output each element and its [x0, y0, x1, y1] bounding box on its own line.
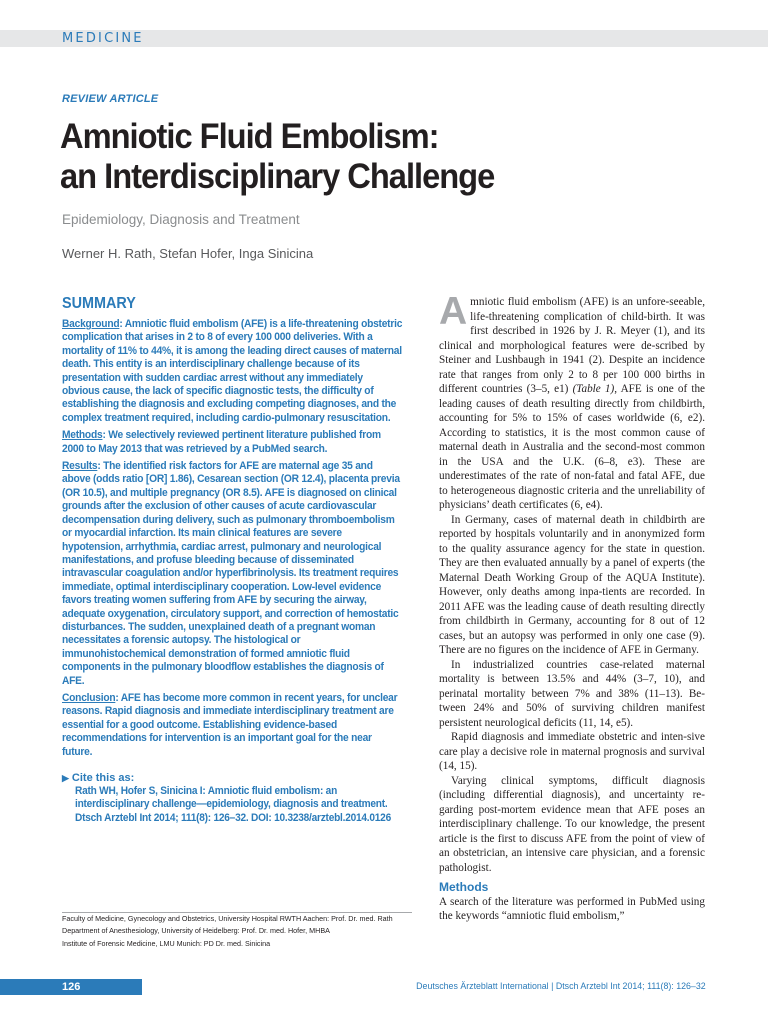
- affiliations: [62, 912, 412, 951]
- body-paragraph-6: A search of the literature was performed in PubMed using the keywords “amniotic fluid embolism,”: [439, 895, 705, 922]
- article-subtitle: Epidemiology, Diagnosis and Treatment: [62, 212, 300, 227]
- drop-cap: A: [439, 290, 468, 333]
- title-line-2: an Interdisciplinary Challenge: [60, 156, 495, 196]
- body-paragraph-3: In industrialized countries case-related maternal mortality is between 13.5% and 44% (3–7, 10), and perinatal mortality between 7% and 38% (11–13). Be-tween 24% and 50% of surviving children manifest persistent neurological deficits (11, 14, e5).: [439, 658, 705, 729]
- affiliation-2: Department of Anesthesiology, University of Heidelberg: Prof. Dr. med. Hofer, MHBA: [62, 926, 330, 936]
- background-text: : Amniotic fluid embolism (AFE) is a life-threatening obstetric complication that arises in 2 to 8 of every 100 000 deliveries. With a mortality of 11% to 44%, it is among the leading direct causes of maternal death. This entity is an interdisciplinary challenge because of its presentation with sudden cardiac arrest without any immediately obvious cause, the lack of specific diagnostic tests, the difficulty of establishing the diagnosis and excluding competing diagnoses, and the complex treatment required, including cardio-pulmonary resuscitation.: [62, 318, 403, 424]
- citation-heading: [62, 772, 412, 784]
- summary-background: [62, 318, 402, 425]
- citation-heading-text: Cite this as:: [71, 772, 135, 784]
- conclusion-label: Conclusion: [62, 691, 116, 704]
- p1-text-a: mniotic fluid embolism (AFE) is an unfore-seeable, life-threatening complication of child-birth. It was first described in 1926 by J. R. Meyer (1), and its clinical and morphological features were de-scribed by Steiner and Lushbaugh in 1941 (2). Despite an incidence rate that ranges from only 2 to 8 per 100 000 births in different countries (3–5, e1): [439, 296, 705, 395]
- table-reference-link[interactable]: (Table 1): [572, 383, 615, 395]
- summary-methods: [62, 429, 402, 456]
- author-list: Werner H. Rath, Stefan Hofer, Inga Sinicina: [62, 246, 314, 261]
- section-label: MEDICINE: [62, 31, 144, 46]
- citation-text: Rath WH, Hofer S, Sinicina I: Amniotic fluid embolism: an interdisciplinary challenge—epidemiology, diagnosis and treatment. Dtsch Arztebl Int 2014; 111(8): 126–32. DOI: 10.3238/arztebl.2014.0126: [75, 785, 391, 824]
- conclusion-text: : AFE has become more common in recent years, for unclear reasons. Rapid diagnosis and immediate interdisciplinary treatment are essential for a good outcome. Establishing evidence-based recommendations for intervention is an important goal for the near future.: [62, 691, 398, 758]
- results-label: Results: [62, 460, 98, 473]
- body-paragraph-5: Varying clinical symptoms, difficult diagnosis (including differential diagnosis), and uncertainty re-garding post-mortem evidence mean that AFE poses an interdisciplinary challenge. To our knowledge, the present article is the first to discuss AFE from the point of view of an obstetrician, an intensive care physician, and a forensic pathologist.: [439, 774, 705, 874]
- page-number: 126: [62, 981, 81, 993]
- article-title: [60, 116, 612, 196]
- methods-heading: Methods: [439, 880, 489, 894]
- body-paragraph-4: Rapid diagnosis and immediate obstetric and inten-sive care play a decisive role in maternal prognosis and survival (14, 15).: [439, 731, 705, 772]
- body-column: [439, 290, 706, 924]
- article-type: REVIEW ARTICLE: [62, 93, 159, 105]
- title-line-1: Amniotic Fluid Embolism:: [60, 116, 439, 156]
- affiliation-3: Institute of Forensic Medicine, LMU Munich: PD Dr. med. Sinicina: [62, 938, 271, 948]
- citation-block: [62, 772, 412, 825]
- summary-conclusion: [62, 692, 402, 759]
- p1-text-b: , AFE is one of the leading causes of death resulting directly from childbirth, accounting for 5% to 15% of cases worldwide (6, e2). According to statistics, it is the most common cause of maternal death in Australia and the second-most common in the USA and the U.K. (6–8, e3). These are underestimates of the rate of non-fatal and fatal AFE, due to heterogeneous diagnostic criteria and the unreliability of physicians’ death certificates (6, e4).: [439, 383, 706, 511]
- journal-citation: Deutsches Ärzteblatt International | Dtsch Arztebl Int 2014; 111(8): 126–32: [416, 981, 706, 992]
- summary-box: [62, 295, 402, 763]
- triangle-right-icon: ▶: [62, 773, 69, 783]
- methods-text: : We selectively reviewed pertinent literature published from 2000 to May 2013 that was retrieved by a PubMed search.: [62, 429, 381, 455]
- body-paragraph-2: In Germany, cases of maternal death in childbirth are reported by hospitals voluntarily and in anonymized form to the quality assurance agency for the state in question. They are then evaluated annually by a panel of experts (the Maternal Death Working Group of the AQUA Institute). However, only deaths among inpa-tients are recorded. In 2011 AFE was the leading cause of death resulting directly from childbirth in Germany, accounting for 8 out of 12 cases, but an autopsy was performed in only one case (9). There are no figures on the incidence of AFE in Germany.: [439, 513, 705, 656]
- affiliation-1: Faculty of Medicine, Gynecology and Obstetrics, University Hospital RWTH Aachen: Prof. Dr. med. Rath: [62, 914, 393, 923]
- body-paragraph-1: [439, 290, 706, 513]
- background-label: Background: [62, 318, 120, 330]
- results-text: : The identified risk factors for AFE are maternal age 35 and above (odds ratio [OR] 1.86), Cesarean section (OR 12.4), placenta previa (OR 10.5), and multiple pregnancy (OR 8.5). AFE is diagnosed on clinical grounds after the exclusion of other causes of acute cardiovascular decompensation during delivery, such as pulmonary thromboembolism or myocardial infarction. Its main clinical features are severe hypotension, arrhythmia, cardiac arrest, pulmonary and neurological manifestations, and profuse bleeding because of disseminated intravascular coagulation and/or hyperfibrinolysis. Its treatment requires immediate, optimal interdisciplinary cooperation. Low-level evidence favors treating women suffering from AFE by securing the airway, adequate oxygenation, circulatory support, and correction of hemostatic disturbances. The sudden, unexplained death of a pregnant woman necessitates a forensic autopsy. The histological or immunohistochemical demonstration of formed amniotic fluid components in the pulmonary bloodflow establishes the diagnosis of AFE.: [62, 460, 400, 687]
- summary-results: [62, 460, 402, 688]
- methods-label: Methods: [62, 429, 103, 442]
- summary-heading: SUMMARY: [62, 295, 136, 312]
